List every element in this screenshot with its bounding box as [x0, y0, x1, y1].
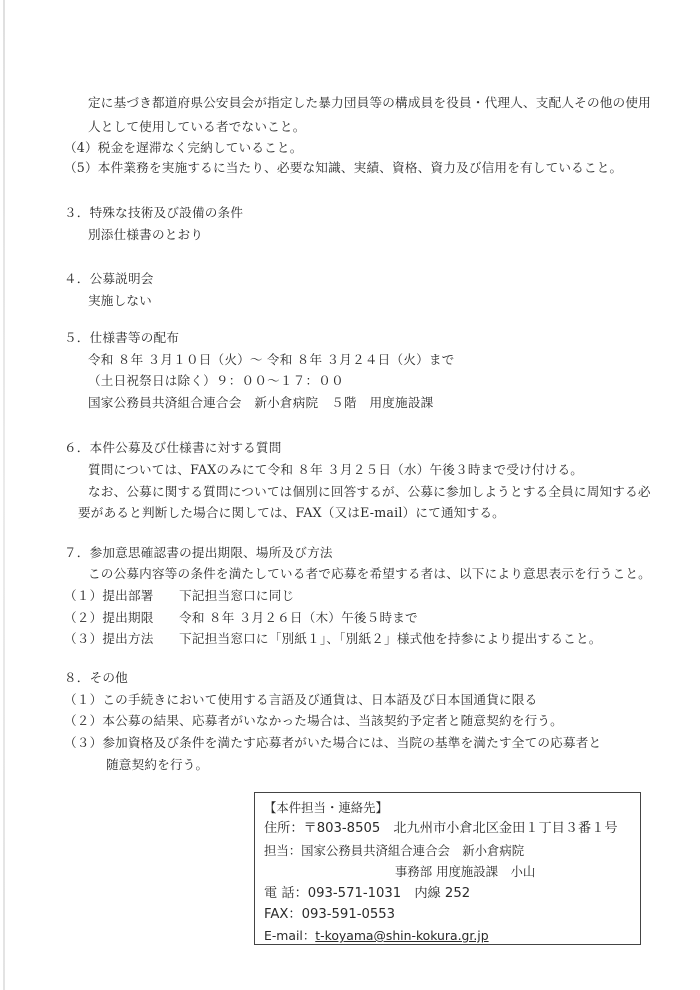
section-title: 参加意思確認書の提出期限、場所及び方法 [89, 545, 333, 560]
section-heading [64, 205, 243, 221]
contact-email-row [264, 927, 489, 945]
body-line: なお、公募に関する質問については個別に回答するが、公募に参加しようとする全員に周知する必 [88, 484, 651, 499]
section-title: 仕様書等の配布 [89, 330, 180, 345]
contact-heading: 【本件担当・連絡先】 [264, 800, 388, 815]
list-item: （5）本件業務を実施するに当たり、必要な知識、実績、資格、資力及び信用を有していること。 [64, 160, 623, 175]
list-item: （１）この手続きにおいて使用する言語及び通貨は、日本語及び日本国通貨に限る [64, 692, 538, 707]
contact-department: 事務部 用度施設課 小山 [395, 864, 536, 879]
section-number: ４． [64, 271, 90, 286]
section-title: 本件公募及び仕様書に対する質問 [89, 440, 282, 455]
section-heading [64, 271, 154, 287]
body-line: 国家公務員共済組合連合会 新小倉病院 ５階 用度施設課 [88, 395, 434, 410]
body-line: この公募内容等の条件を満たしている者で応募を希望する者は、以下により意思表示を行うこと。 [88, 566, 651, 581]
list-item: （１）提出部署 下記担当窓口に同じ [64, 588, 295, 603]
section-title: その他 [89, 670, 128, 685]
list-item: （３）提出方法 下記担当窓口に「別紙１」、「別紙２」様式他を持参により提出すること。 [64, 631, 602, 646]
section-heading [64, 440, 282, 456]
list-item: （２）本公募の結果、応募者がいなかった場合は、当該契約予定者と随意契約を行う。 [64, 713, 563, 728]
section-number: ５． [64, 330, 90, 345]
body-line: 令和 ８年 ３月１０日（火）～ 令和 ８年 ３月２４日（火）まで [88, 352, 455, 367]
body-line: 定に基づき都道府県公安員会が指定した暴力団員等の構成員を役員・代理人、支配人その他の使用 [88, 95, 651, 110]
section-title: 公募説明会 [89, 271, 154, 286]
list-item-continuation: 随意契約を行う。 [106, 757, 209, 772]
contact-box [254, 792, 641, 945]
section-number: ７． [64, 545, 90, 560]
contact-phone: 電 話：093-571-1031 内線 252 [264, 886, 471, 901]
section-heading [64, 330, 179, 346]
contact-fax: FAX：093-591-0553 [264, 907, 396, 922]
body-line: 人として使用している者でないこと。 [88, 119, 306, 134]
section-number: ８． [64, 670, 90, 685]
body-line: 別添仕様書のとおり [88, 227, 204, 242]
scan-edge [3, 0, 5, 990]
section-title: 特殊な技術及び設備の条件 [89, 205, 244, 220]
body-line: 要があると判断した場合に関しては、FAX（又はE-mail）にて通知する。 [78, 505, 505, 520]
list-item: （4）税金を遅滞なく完納していること。 [64, 140, 303, 155]
section-number: ６． [64, 440, 90, 455]
section-heading [64, 545, 333, 561]
contact-address: 住所：〒803-8505 北九州市小倉北区金田１丁目３番１号 [264, 821, 618, 836]
contact-person: 担当：国家公務員共済組合連合会 新小倉病院 [264, 843, 525, 858]
body-line: 実施しない [88, 293, 152, 308]
body-line: 質問については、FAXのみにて令和 ８年 ３月２５日（水）午後３時まで受け付ける。 [88, 462, 584, 477]
body-line: （土日祝祭日は除く）９：００～１７：００ [88, 373, 344, 388]
email-label: E-mail： [264, 928, 316, 943]
list-item: （２）提出期限 令和 ８年 ３月２６日（木）午後５時まで [64, 610, 418, 625]
section-heading [64, 670, 128, 686]
email-link[interactable]: t-koyama@shin-kokura.gr.jp [315, 928, 489, 943]
list-item: （３）参加資格及び条件を満たす応募者がいた場合には、当院の基準を満たす全ての応募者と [64, 735, 602, 750]
section-number: ３． [64, 205, 90, 220]
